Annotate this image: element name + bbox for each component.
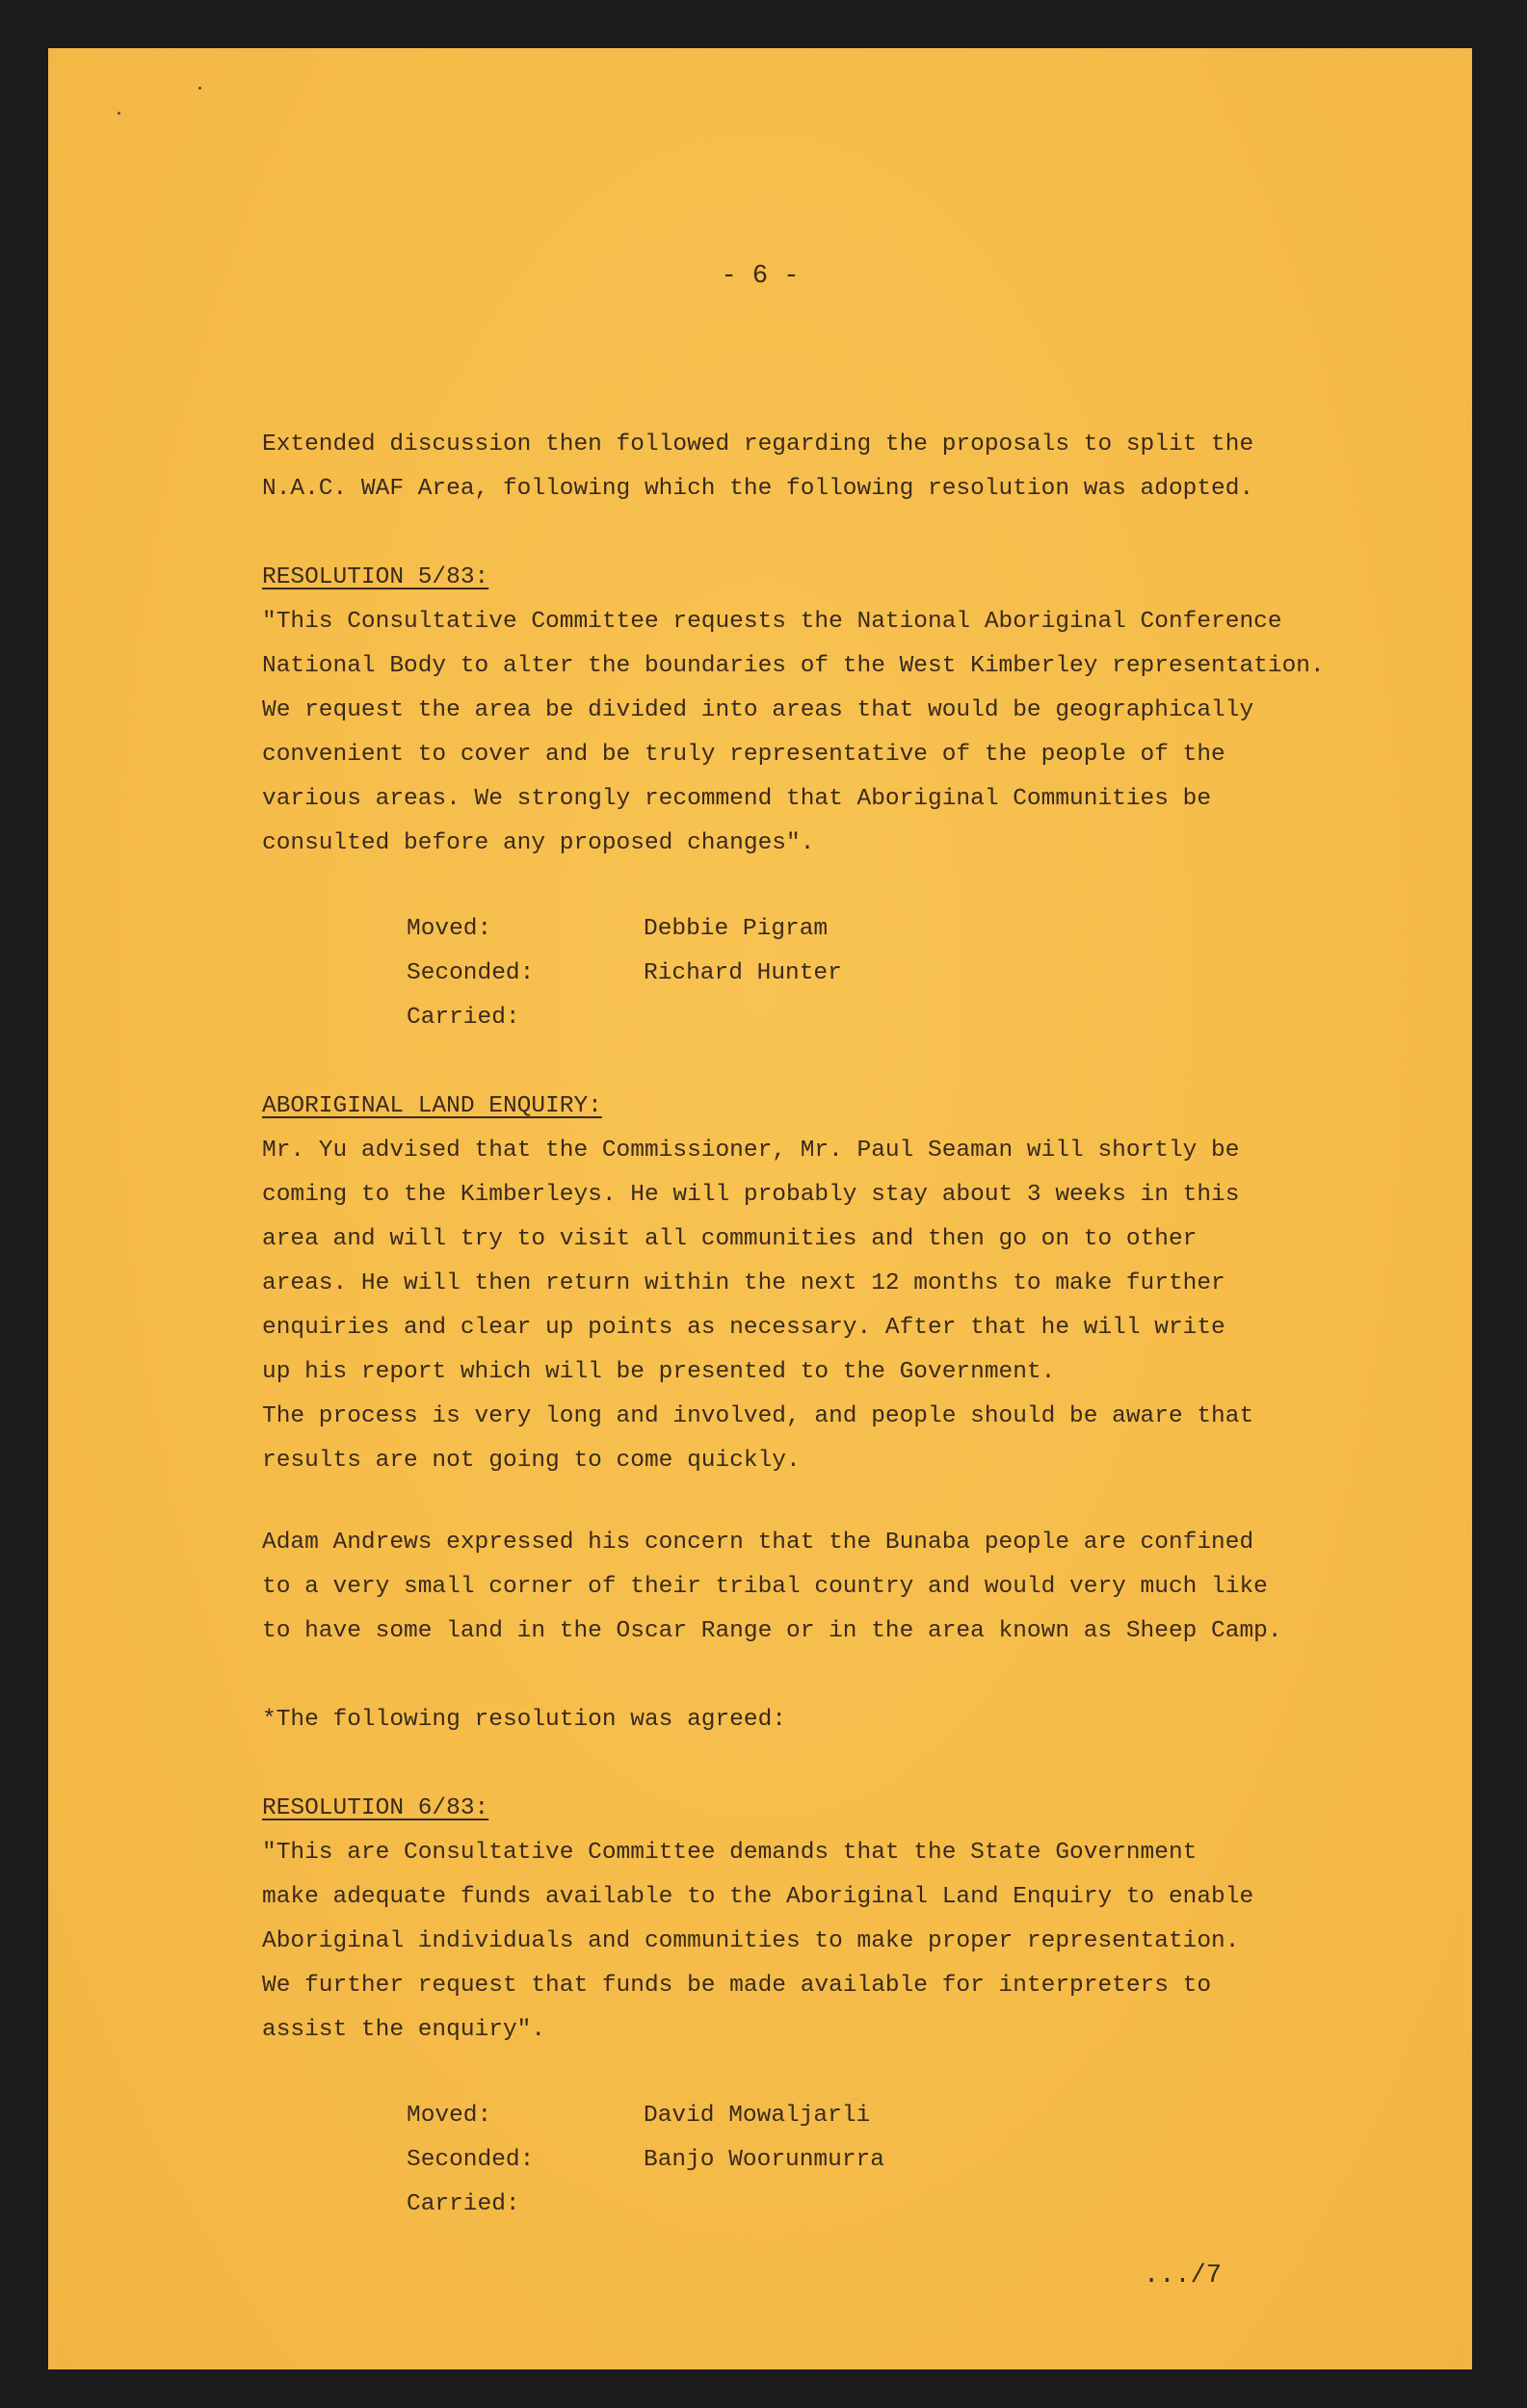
moved-label: Moved:: [407, 2103, 492, 2129]
carried-label: Carried:: [407, 1005, 520, 1031]
intro-paragraph: [262, 423, 1466, 511]
text-line: coming to the Kimberleys. He will probably stay about 3 weeks in this: [262, 1182, 1240, 1208]
resolution-5-83: [262, 556, 1466, 866]
resolution-heading-text: RESOLUTION 5/83:: [262, 564, 489, 590]
text-line: make adequate funds available to the Aboriginal Land Enquiry to enable: [262, 1884, 1254, 1910]
paper-speck: [118, 112, 120, 115]
text-line: Extended discussion then followed regarding the proposals to split the: [262, 432, 1254, 458]
text-line: "This Consultative Committee requests the National Aboriginal Conference: [262, 609, 1282, 635]
text-line: to a very small corner of their tribal country and would very much like: [262, 1574, 1268, 1600]
carried-label: Carried:: [407, 2191, 520, 2217]
text-line: assist the enquiry".: [262, 2017, 546, 2043]
motion-record-1: [407, 907, 842, 1040]
text-line: area and will try to visit all communities and then go on to other: [262, 1226, 1198, 1252]
text-line: consulted before any proposed changes".: [262, 830, 815, 856]
resolution-heading: [262, 1787, 1466, 1831]
text-line: convenient to cover and be truly representative of the people of the: [262, 742, 1225, 768]
text-line: results are not going to come quickly.: [262, 1448, 801, 1474]
seconded-value: Banjo Woorunmurra: [644, 2147, 884, 2173]
text-line: various areas. We strongly recommend that Aboriginal Communities be: [262, 786, 1212, 812]
section-heading-text: ABORIGINAL LAND ENQUIRY:: [262, 1093, 602, 1119]
text-line: Aboriginal individuals and communities to make proper representation.: [262, 1928, 1240, 1954]
text-line: N.A.C. WAF Area, following which the following resolution was adopted.: [262, 476, 1254, 502]
agreed-note: [262, 1698, 1466, 1742]
paper-speck: [198, 87, 201, 90]
moved-value: Debbie Pigram: [644, 916, 829, 942]
motion-record-2: [407, 2094, 884, 2227]
text-line: We request the area be divided into areas that would be geographically: [262, 697, 1254, 723]
text-line: to have some land in the Oscar Range or in the area known as Sheep Camp.: [262, 1618, 1282, 1644]
text-line: We further request that funds be made available for interpreters to: [262, 1973, 1212, 1999]
text-line: The process is very long and involved, and people should be aware that: [262, 1403, 1254, 1429]
text-line: Mr. Yu advised that the Commissioner, Mr. Paul Seaman will shortly be: [262, 1138, 1240, 1164]
continuation-marker: .../7: [1144, 2262, 1223, 2290]
page-number: - 6 -: [721, 262, 800, 291]
text-line: Adam Andrews expressed his concern that the Bunaba people are confined: [262, 1530, 1254, 1556]
text-line: "This are Consultative Committee demands that the State Government: [262, 1840, 1198, 1866]
document-page: [48, 48, 1472, 2369]
resolution-heading-text: RESOLUTION 6/83:: [262, 1795, 489, 1821]
text-line: National Body to alter the boundaries of the West Kimberley representation.: [262, 653, 1325, 679]
moved-label: Moved:: [407, 916, 492, 942]
text-line: enquiries and clear up points as necessary. After that he will write: [262, 1315, 1225, 1341]
text-line: up his report which will be presented to the Government.: [262, 1359, 1056, 1385]
moved-value: David Mowaljarli: [644, 2103, 871, 2129]
bunaba-paragraph: [262, 1521, 1466, 1654]
seconded-value: Richard Hunter: [644, 960, 842, 986]
resolution-heading: [262, 556, 1466, 600]
section-heading: [262, 1085, 1466, 1129]
text-line: areas. He will then return within the next 12 months to make further: [262, 1270, 1225, 1296]
text-line: *The following resolution was agreed:: [262, 1707, 786, 1733]
seconded-label: Seconded:: [407, 960, 535, 986]
seconded-label: Seconded:: [407, 2147, 535, 2173]
resolution-6-83: [262, 1787, 1466, 2053]
land-enquiry-section: [262, 1085, 1466, 1483]
